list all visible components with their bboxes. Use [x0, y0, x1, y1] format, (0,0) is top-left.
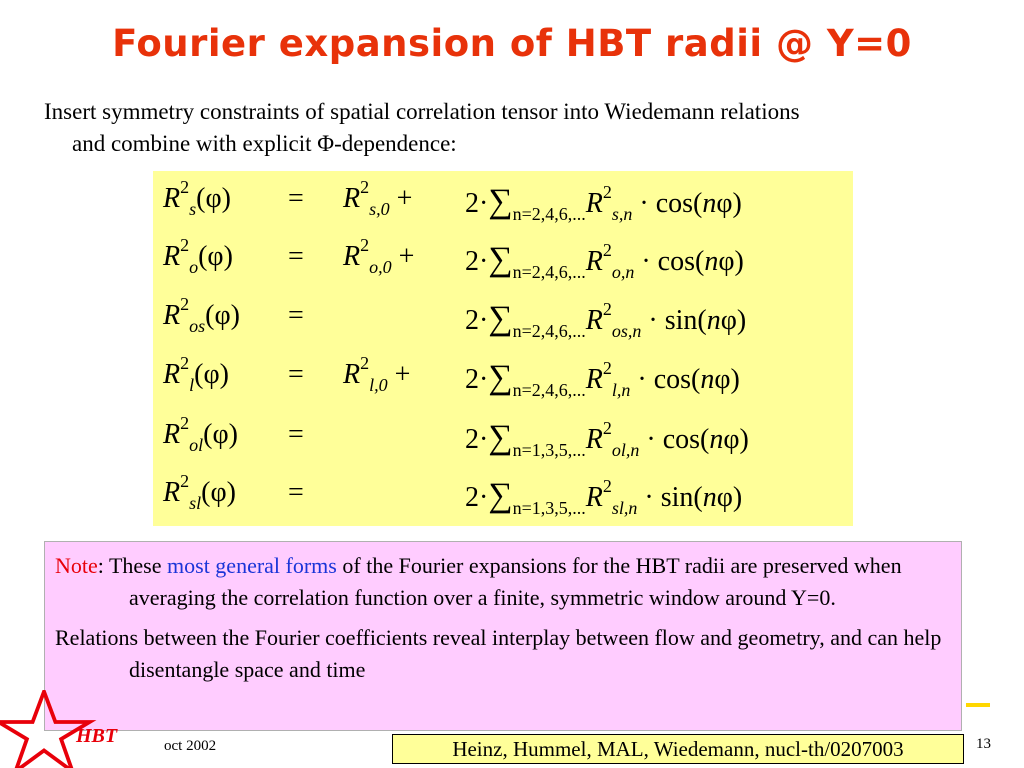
equation-sum-term: $2\cdot\sum_{n=2,4,6,...}R^2_{o,n} \cdot \cos(n\varphi)$ [465, 240, 744, 282]
note-paragraph-1 [55, 550, 951, 614]
equals-sign: = [288, 359, 304, 390]
equation-row [153, 469, 853, 527]
note-label: Note [55, 553, 98, 578]
equation-sum-term: $2\cdot\sum_{n=2,4,6,...}R^2_{l,n} \cdot \cos(n\varphi)$ [465, 358, 740, 400]
intro-text [44, 96, 994, 160]
logo-text: HBT [76, 725, 118, 747]
page-number: 13 [976, 736, 991, 752]
note-text-a: : These [97, 553, 168, 578]
equals-sign: = [288, 241, 304, 272]
equals-sign: = [288, 477, 304, 508]
reference-box: Heinz, Hummel, MAL, Wiedemann, nucl-th/0207003 [392, 734, 964, 764]
equation-constant-term: $R^2_{o,0}$ + [343, 235, 415, 277]
equation-lhs: $R^2_{os}(\varphi)$ [163, 294, 240, 336]
equals-sign: = [288, 183, 304, 214]
note-box [44, 541, 962, 731]
equation-row [153, 292, 853, 350]
equation-sum-term: $2\cdot\sum_{n=2,4,6,...}R^2_{s,n} \cdot \cos(n\varphi)$ [465, 182, 742, 224]
equation-row [153, 233, 853, 291]
slide-title: Fourier expansion of HBT radii @ Y=0 [112, 22, 912, 65]
intro-line-2: and combine with explicit Φ-dependence: [72, 131, 457, 156]
equation-row [153, 351, 853, 409]
equation-box [153, 171, 853, 526]
equation-lhs: $R^2_s(\varphi)$ [163, 177, 231, 219]
equals-sign: = [288, 300, 304, 331]
equals-sign: = [288, 419, 304, 450]
equation-sum-term: $2\cdot\sum_{n=1,3,5,...}R^2_{sl,n} \cdot \sin(n\varphi)$ [465, 476, 743, 518]
equation-lhs: $R^2_{ol}(\varphi)$ [163, 413, 238, 455]
equation-lhs: $R^2_{sl}(\varphi)$ [163, 471, 236, 513]
note-highlight: most general forms [167, 553, 337, 578]
equation-constant-term: $R^2_{l,0}$ + [343, 353, 411, 395]
footer-date: oct 2002 [164, 738, 217, 754]
equation-row [153, 411, 853, 469]
note-paragraph-2: Relations between the Fourier coefficients reveal interplay between flow and geometry, and can help disentangle space and time [55, 625, 942, 682]
equation-lhs: $R^2_o(\varphi)$ [163, 235, 233, 277]
equation-sum-term: $2\cdot\sum_{n=2,4,6,...}R^2_{os,n} \cdot \sin(n\varphi)$ [465, 299, 747, 341]
equation-constant-term: $R^2_{s,0}$ + [343, 177, 413, 219]
note-text-b: of the Fourier expansions for the HBT radii are preserved when averaging the correlation function over a finite, symmetric window around Y=0. [129, 553, 902, 610]
footer-accent-line [966, 703, 990, 707]
equation-sum-term: $2\cdot\sum_{n=1,3,5,...}R^2_{ol,n} \cdot \cos(n\varphi)$ [465, 418, 749, 460]
equation-row [153, 175, 853, 233]
intro-line-1: Insert symmetry constraints of spatial correlation tensor into Wiedemann relations [44, 99, 800, 124]
equation-lhs: $R^2_l(\varphi)$ [163, 353, 229, 395]
